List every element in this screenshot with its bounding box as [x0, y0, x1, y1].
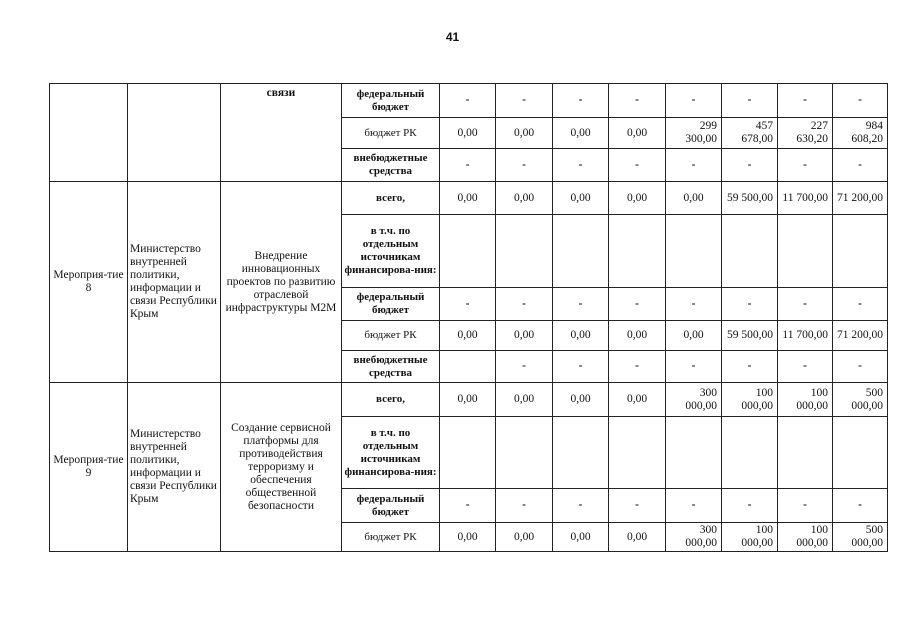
- value-cell: 0,00: [496, 383, 553, 417]
- value-cell: -: [833, 288, 888, 321]
- value-cell: -: [666, 489, 722, 523]
- value-cell: 300 000,00: [666, 523, 722, 552]
- value-cell: -: [496, 84, 553, 118]
- value-cell: -: [666, 84, 722, 118]
- page-number: 41: [445, 30, 460, 44]
- value-cell: 0,00: [496, 118, 553, 149]
- value-cell: 0,00: [440, 523, 496, 552]
- value-cell: -: [778, 149, 833, 182]
- value-cell: 0,00: [609, 118, 666, 149]
- funding-source: всего,: [342, 182, 440, 215]
- value-cell: -: [496, 351, 553, 383]
- value-cell: 0,00: [553, 321, 609, 351]
- value-cell: 227 630,20: [778, 118, 833, 149]
- value-cell: -: [722, 84, 778, 118]
- value-cell: 0,00: [666, 182, 722, 215]
- value-cell: [496, 417, 553, 489]
- value-cell: [553, 215, 609, 288]
- executor-cell: [128, 84, 221, 182]
- value-cell: [833, 417, 888, 489]
- value-cell: 0,00: [553, 118, 609, 149]
- funding-source: в т.ч. по отдельным источникам финансирова-ния:: [342, 417, 440, 489]
- value-cell: 0,00: [496, 321, 553, 351]
- value-cell: [722, 215, 778, 288]
- value-cell: [778, 417, 833, 489]
- value-cell: [609, 417, 666, 489]
- value-cell: -: [609, 489, 666, 523]
- value-cell: -: [553, 149, 609, 182]
- value-cell: -: [833, 489, 888, 523]
- value-cell: -: [440, 489, 496, 523]
- value-cell: [496, 215, 553, 288]
- value-cell: [440, 215, 496, 288]
- value-cell: 300 000,00: [666, 383, 722, 417]
- table-row: [50, 383, 888, 417]
- value-cell: -: [609, 84, 666, 118]
- value-cell: -: [778, 288, 833, 321]
- value-cell: -: [778, 84, 833, 118]
- value-cell: 0,00: [440, 182, 496, 215]
- value-cell: 59 500,00: [722, 182, 778, 215]
- measure-name: связи: [221, 84, 342, 182]
- value-cell: -: [609, 351, 666, 383]
- value-cell: -: [440, 288, 496, 321]
- budget-table: [49, 83, 888, 552]
- value-cell: 299 300,00: [666, 118, 722, 149]
- value-cell: -: [553, 288, 609, 321]
- value-cell: 71 200,00: [833, 182, 888, 215]
- value-cell: 500 000,00: [833, 383, 888, 417]
- value-cell: 100 000,00: [778, 383, 833, 417]
- value-cell: 59 500,00: [722, 321, 778, 351]
- funding-source: федеральный бюджет: [342, 489, 440, 523]
- value-cell: 0,00: [609, 182, 666, 215]
- value-cell: -: [722, 288, 778, 321]
- measure-name: Внедрение инновационных проектов по развитию отраслевой инфраструктуры M2M: [221, 182, 342, 383]
- value-cell: [666, 417, 722, 489]
- value-cell: 71 200,00: [833, 321, 888, 351]
- value-cell: [553, 417, 609, 489]
- value-cell: -: [496, 149, 553, 182]
- value-cell: [833, 215, 888, 288]
- value-cell: 100 000,00: [778, 523, 833, 552]
- value-cell: -: [666, 351, 722, 383]
- measure-label: Мероприя-тие 8: [50, 182, 128, 383]
- value-cell: -: [666, 149, 722, 182]
- value-cell: 0,00: [553, 523, 609, 552]
- value-cell: -: [833, 84, 888, 118]
- value-cell: -: [440, 84, 496, 118]
- value-cell: -: [553, 84, 609, 118]
- value-cell: 0,00: [609, 321, 666, 351]
- value-cell: 11 700,00: [778, 182, 833, 215]
- value-cell: -: [496, 288, 553, 321]
- value-cell: 100 000,00: [722, 383, 778, 417]
- funding-source: бюджет РК: [342, 523, 440, 552]
- funding-source: бюджет РК: [342, 321, 440, 351]
- funding-source: внебюджетные средства: [342, 351, 440, 383]
- value-cell: [666, 215, 722, 288]
- value-cell: 0,00: [440, 321, 496, 351]
- value-cell: 457 678,00: [722, 118, 778, 149]
- table-body: [50, 84, 888, 552]
- value-cell: -: [440, 149, 496, 182]
- funding-source: федеральный бюджет: [342, 288, 440, 321]
- value-cell: 500 000,00: [833, 523, 888, 552]
- value-cell: [609, 215, 666, 288]
- executor-cell: Министерство внутренней политики, информации и связи Республики Крым: [128, 182, 221, 383]
- value-cell: -: [833, 351, 888, 383]
- value-cell: 11 700,00: [778, 321, 833, 351]
- funding-source: в т.ч. по отдельным источникам финансирова-ния:: [342, 215, 440, 288]
- value-cell: -: [666, 288, 722, 321]
- executor-cell: Министерство внутренней политики, информации и связи Республики Крым: [128, 383, 221, 552]
- table-row: [50, 84, 888, 118]
- value-cell: 0,00: [496, 182, 553, 215]
- value-cell: [722, 417, 778, 489]
- value-cell: -: [722, 489, 778, 523]
- value-cell: 0,00: [609, 523, 666, 552]
- table-row: [50, 182, 888, 215]
- funding-source: бюджет РК: [342, 118, 440, 149]
- value-cell: 0,00: [609, 383, 666, 417]
- value-cell: 0,00: [666, 321, 722, 351]
- value-cell: -: [496, 489, 553, 523]
- value-cell: -: [722, 351, 778, 383]
- value-cell: 100 000,00: [722, 523, 778, 552]
- funding-source: всего,: [342, 383, 440, 417]
- value-cell: [440, 351, 496, 383]
- value-cell: -: [609, 149, 666, 182]
- measure-label: [50, 84, 128, 182]
- measure-name: Создание сервисной платформы для противодействия терроризму и обеспечения общественной безопасности: [221, 383, 342, 552]
- value-cell: -: [778, 351, 833, 383]
- value-cell: -: [553, 489, 609, 523]
- value-cell: 984 608,20: [833, 118, 888, 149]
- value-cell: [778, 215, 833, 288]
- value-cell: -: [833, 149, 888, 182]
- value-cell: -: [609, 288, 666, 321]
- value-cell: 0,00: [440, 383, 496, 417]
- value-cell: 0,00: [496, 523, 553, 552]
- value-cell: -: [722, 149, 778, 182]
- funding-source: внебюджетные средства: [342, 149, 440, 182]
- value-cell: 0,00: [553, 383, 609, 417]
- value-cell: 0,00: [553, 182, 609, 215]
- funding-source: федеральный бюджет: [342, 84, 440, 118]
- value-cell: 0,00: [440, 118, 496, 149]
- value-cell: -: [778, 489, 833, 523]
- value-cell: [440, 417, 496, 489]
- value-cell: -: [553, 351, 609, 383]
- measure-label: Мероприя-тие 9: [50, 383, 128, 552]
